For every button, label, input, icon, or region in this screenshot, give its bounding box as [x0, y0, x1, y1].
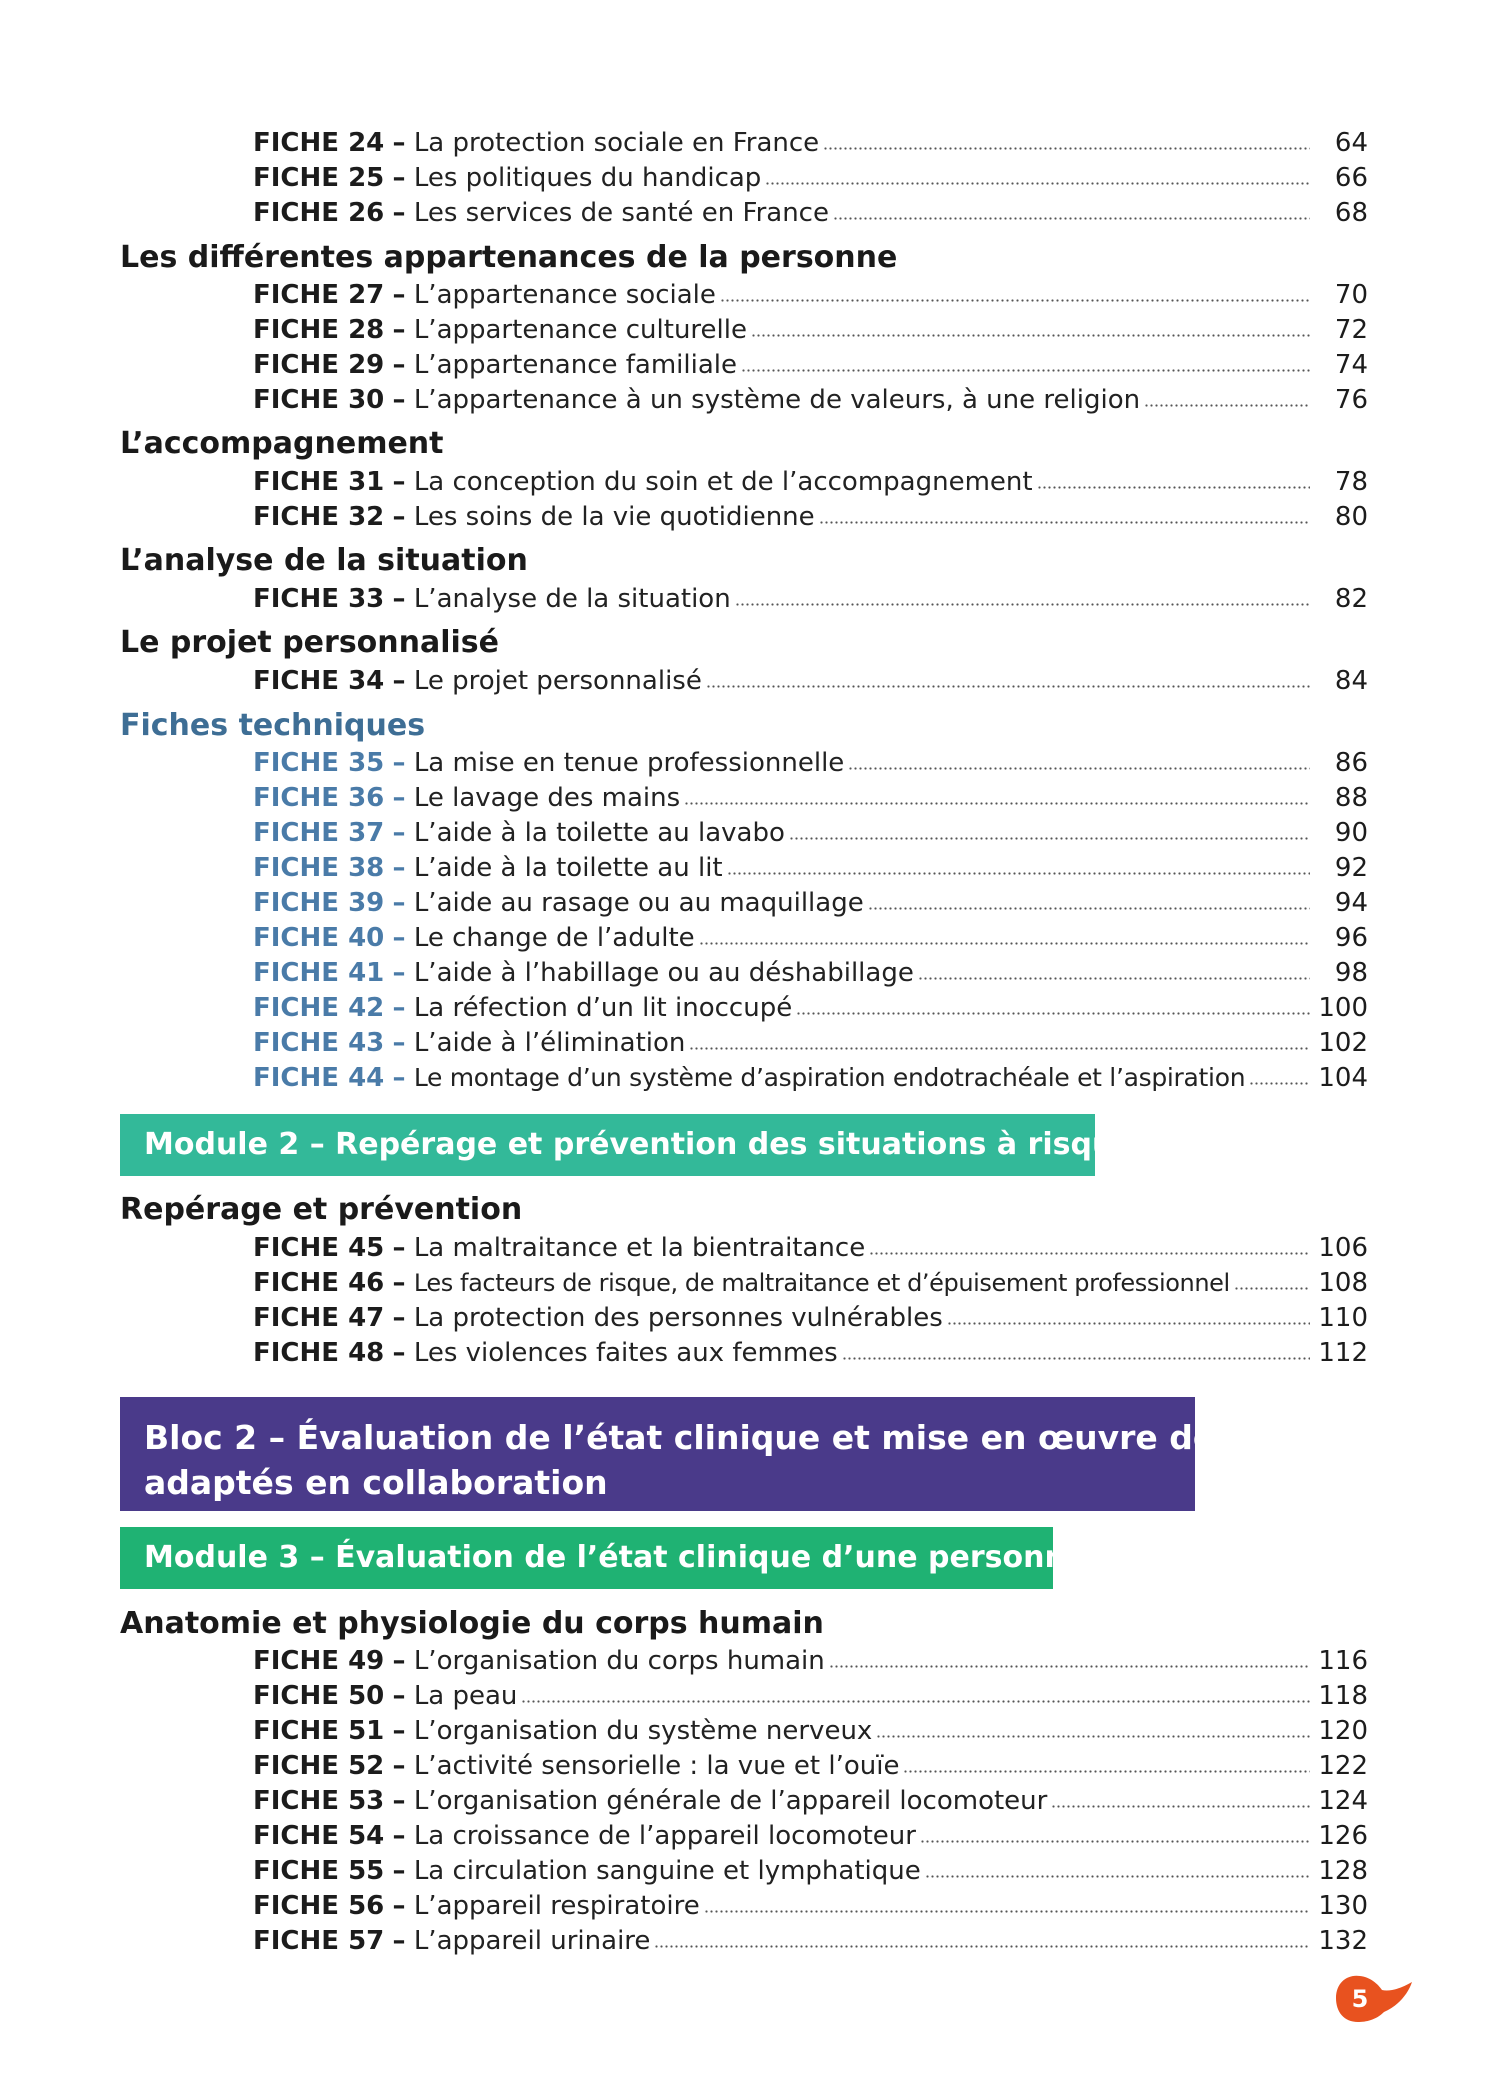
page-number: 86 — [1334, 748, 1368, 778]
section-heading: Anatomie et physiologie du corps humain — [120, 1606, 824, 1641]
page-number: 84 — [1334, 666, 1368, 696]
toc-entry[interactable]: FICHE 38 – L’aide à la toilette au lit 92 — [253, 853, 1368, 883]
toc-entry[interactable]: FICHE 51 – L’organisation du système nerveux 120 — [253, 1716, 1368, 1746]
toc-entry[interactable]: FICHE 27 – L’appartenance sociale 70 — [253, 280, 1368, 310]
page-number: 76 — [1334, 385, 1368, 415]
dot-leader — [925, 1872, 1310, 1880]
dot-leader — [720, 296, 1310, 304]
toc-entry[interactable]: FICHE 25 – Les politiques du handicap 66 — [253, 163, 1368, 193]
page-number: 116 — [1318, 1646, 1368, 1676]
page-number: 72 — [1334, 315, 1368, 345]
bloc-2-banner — [120, 1397, 1324, 1511]
dot-leader — [654, 1942, 1310, 1950]
dot-leader — [796, 1009, 1310, 1017]
toc-entry[interactable]: FICHE 40 – Le change de l’adulte 96 — [253, 923, 1368, 953]
dot-leader — [842, 1354, 1310, 1362]
toc-entry[interactable]: FICHE 24 – La protection sociale en France 64 — [253, 128, 1368, 158]
toc-entry[interactable]: FICHE 50 – La peau 118 — [253, 1681, 1368, 1711]
dot-leader — [823, 144, 1310, 152]
page-number: 78 — [1334, 467, 1368, 497]
page-number: 130 — [1318, 1891, 1368, 1921]
section-heading: Le projet personnalisé — [120, 625, 500, 660]
toc-entry[interactable]: FICHE 26 – Les services de santé en France 68 — [253, 198, 1368, 228]
page-number: 122 — [1318, 1751, 1368, 1781]
section-heading: L’accompagnement — [120, 426, 444, 461]
dot-leader — [706, 682, 1310, 690]
dot-leader — [727, 869, 1310, 877]
toc-entry[interactable]: FICHE 48 – Les violences faites aux femmes 112 — [253, 1338, 1368, 1368]
module-3-banner: Module 3 – Évaluation de l’état clinique d’une personne — [120, 1527, 1053, 1589]
page-number: 104 — [1318, 1063, 1368, 1093]
dot-leader — [521, 1697, 1310, 1705]
dot-leader — [789, 834, 1310, 842]
module-2-banner: Module 2 – Repérage et prévention des situations à risque — [120, 1114, 1095, 1176]
toc-entry[interactable]: FICHE 56 – L’appareil respiratoire 130 — [253, 1891, 1368, 1921]
dot-leader — [848, 764, 1310, 772]
page-number: 112 — [1318, 1338, 1368, 1368]
section-heading: L’analyse de la situation — [120, 543, 528, 578]
dot-leader — [684, 799, 1310, 807]
dot-leader — [819, 518, 1310, 526]
toc-entry[interactable]: FICHE 34 – Le projet personnalisé 84 — [253, 666, 1368, 696]
section-heading: Repérage et prévention — [120, 1192, 523, 1227]
toc-entry[interactable]: FICHE 53 – L’organisation générale de l’appareil locomoteur 124 — [253, 1786, 1368, 1816]
page-number: 94 — [1334, 888, 1368, 918]
dot-leader — [765, 179, 1310, 187]
page-number: 118 — [1318, 1681, 1368, 1711]
page-number: 82 — [1334, 584, 1368, 614]
dot-leader — [1144, 401, 1310, 409]
toc-entry[interactable]: FICHE 49 – L’organisation du corps humain 116 — [253, 1646, 1368, 1676]
dot-leader — [918, 974, 1310, 982]
page-number: 102 — [1318, 1028, 1368, 1058]
page-number: 80 — [1334, 502, 1368, 532]
toc-entry[interactable]: FICHE 31 – La conception du soin et de l’accompagnement 78 — [253, 467, 1368, 497]
page-number: 96 — [1334, 923, 1368, 953]
page-number: 108 — [1318, 1268, 1368, 1298]
dot-leader — [735, 600, 1310, 608]
toc-entry[interactable]: FICHE 43 – L’aide à l’élimination 102 — [253, 1028, 1368, 1058]
toc-entry[interactable]: FICHE 39 – L’aide au rasage ou au maquillage 94 — [253, 888, 1368, 918]
section-heading-fiches-techniques: Fiches techniques — [120, 708, 426, 743]
page-number: 128 — [1318, 1856, 1368, 1886]
toc-entry[interactable]: FICHE 36 – Le lavage des mains 88 — [253, 783, 1368, 813]
toc-entry[interactable]: FICHE 47 – La protection des personnes vulnérables 110 — [253, 1303, 1368, 1333]
dot-leader — [876, 1732, 1310, 1740]
page-number: 120 — [1318, 1716, 1368, 1746]
page-number-footer: 5 — [1351, 1985, 1369, 2013]
toc-entry[interactable]: FICHE 37 – L’aide à la toilette au lavabo 90 — [253, 818, 1368, 848]
page-number: 74 — [1334, 350, 1368, 380]
dot-leader — [1249, 1079, 1310, 1087]
toc-entry[interactable]: FICHE 28 – L’appartenance culturelle 72 — [253, 315, 1368, 345]
toc-entry[interactable]: FICHE 52 – L’activité sensorielle : la vue et l’ouïe 122 — [253, 1751, 1368, 1781]
dot-leader — [869, 1249, 1310, 1257]
page-number: 124 — [1318, 1786, 1368, 1816]
dot-leader — [920, 1837, 1310, 1845]
toc-entry[interactable]: FICHE 55 – La circulation sanguine et lymphatique 128 — [253, 1856, 1368, 1886]
toc-entry[interactable]: FICHE 41 – L’aide à l’habillage ou au déshabillage 98 — [253, 958, 1368, 988]
toc-entry[interactable]: FICHE 46 – Les facteurs de risque, de maltraitance et d’épuisement professionnel 108 — [253, 1268, 1368, 1298]
section-heading: Les différentes appartenances de la personne — [120, 240, 898, 275]
dot-leader — [833, 214, 1310, 222]
dot-leader — [741, 366, 1310, 374]
dot-leader — [751, 331, 1310, 339]
page-number: 64 — [1334, 128, 1368, 158]
toc-entry[interactable]: FICHE 29 – L’appartenance familiale 74 — [253, 350, 1368, 380]
toc-entry[interactable]: FICHE 30 – L’appartenance à un système de valeurs, à une religion 76 — [253, 385, 1368, 415]
toc-entry[interactable]: FICHE 45 – La maltraitance et la bientraitance 106 — [253, 1233, 1368, 1263]
bloc-2-title-line-2: adaptés en collaboration — [144, 1463, 608, 1502]
dot-leader — [829, 1662, 1310, 1670]
page-number: 100 — [1318, 993, 1368, 1023]
toc-entry[interactable]: FICHE 44 – Le montage d’un système d’aspiration endotrachéale et l’aspiration 104 — [253, 1063, 1368, 1093]
dot-leader — [868, 904, 1310, 912]
page-number: 88 — [1334, 783, 1368, 813]
page-number: 70 — [1334, 280, 1368, 310]
dot-leader — [1234, 1284, 1310, 1292]
toc-entry[interactable]: FICHE 57 – L’appareil urinaire 132 — [253, 1926, 1368, 1956]
dot-leader — [1051, 1802, 1310, 1810]
dot-leader — [1037, 483, 1310, 491]
page-number: 66 — [1334, 163, 1368, 193]
page-number: 98 — [1334, 958, 1368, 988]
dot-leader — [699, 939, 1310, 947]
dot-leader — [704, 1907, 1310, 1915]
page-number: 106 — [1318, 1233, 1368, 1263]
page-number: 132 — [1318, 1926, 1368, 1956]
page-number: 92 — [1334, 853, 1368, 883]
toc-entry[interactable]: FICHE 35 – La mise en tenue professionnelle 86 — [253, 748, 1368, 778]
page-number: 68 — [1334, 198, 1368, 228]
page-number: 110 — [1318, 1303, 1368, 1333]
toc-entry[interactable]: FICHE 33 – L’analyse de la situation 82 — [253, 584, 1368, 614]
toc-entry[interactable]: FICHE 54 – La croissance de l’appareil locomoteur 126 — [253, 1821, 1368, 1851]
toc-entry[interactable]: FICHE 32 – Les soins de la vie quotidienne 80 — [253, 502, 1368, 532]
dot-leader — [947, 1319, 1310, 1327]
bloc-2-title-line-1: Bloc 2 – Évaluation de l’état clinique et mise en œuvre de soins — [144, 1418, 1324, 1457]
toc-entry[interactable]: FICHE 42 – La réfection d’un lit inoccupé 100 — [253, 993, 1368, 1023]
page-number: 90 — [1334, 818, 1368, 848]
dot-leader — [903, 1767, 1310, 1775]
page-number: 126 — [1318, 1821, 1368, 1851]
dot-leader — [689, 1044, 1310, 1052]
